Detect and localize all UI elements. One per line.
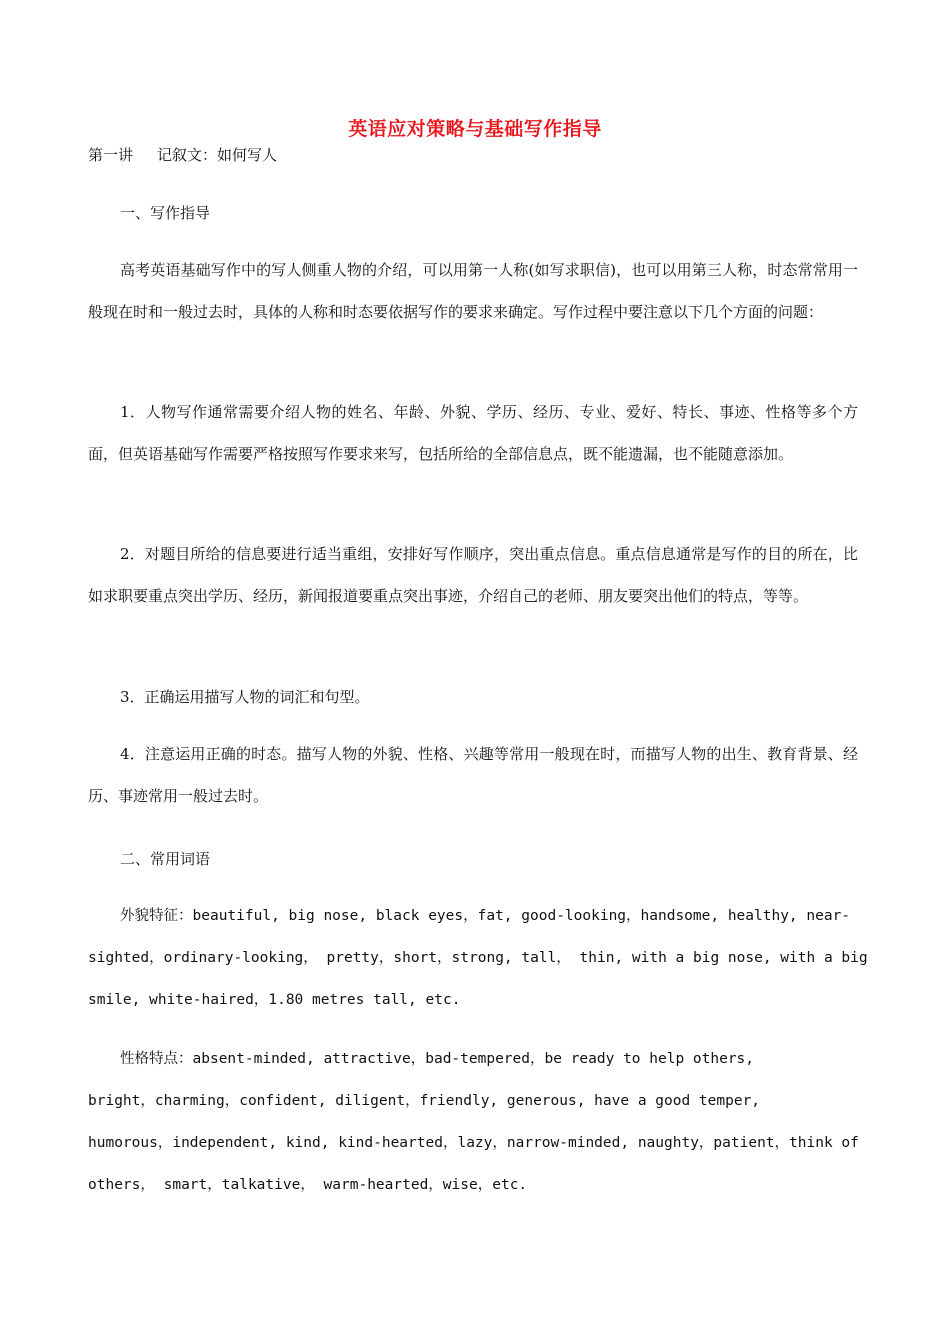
character-line-2: bright，charming，confident, diligent，friendly, generous, have a good temper, [88, 1093, 761, 1109]
guideline-point-3: 3．正确运用描写人物的词汇和句型。 [120, 688, 370, 706]
intro-paragraph: 高考英语基础写作中的写人侧重人物的介绍，可以用第一人称(如写求职信)，也可以用第三人称，时态常常用一般现在时和一般过去时，具体的人称和时态要依据写作的要求来确定。写作过程中要注意以下几个方面的问题： [88, 261, 858, 321]
guideline-point-4: 4．注意运用正确的时态。描写人物的外貌、性格、兴趣等常用一般现在时，而描写人物的出生、教育背景、经历、事迹常用一般过去时。 [88, 745, 858, 805]
character-line-3: humorous，independent, kind, kind-hearted，lazy，narrow-minded, naughty，patient，think of [88, 1135, 859, 1151]
appearance-vocabulary [88, 895, 868, 1021]
section-heading-common-words: 二、常用词语 [120, 850, 211, 868]
appearance-line-3: smile, white-haired，1.80 metres tall, etc. [88, 992, 461, 1008]
character-vocabulary [88, 1038, 858, 1206]
lecture-subtitle [88, 144, 277, 165]
lecture-topic: 记叙文：如何写人 [157, 146, 278, 164]
appearance-line-1: 外貌特征：beautiful, big nose, black eyes，fat, good-looking，handsome, healthy, near- [120, 908, 851, 924]
guideline-point-1: 1．人物写作通常需要介绍人物的姓名、年龄、外貌、学历、经历、专业、爱好、特长、事迹、性格等多个方面，但英语基础写作需要严格按照写作要求来写，包括所给的全部信息点，既不能遗漏，也不能随意添加。 [88, 403, 858, 463]
character-line-4: others， smart，talkative， warm-hearted，wise，etc. [88, 1177, 528, 1193]
guideline-point-2: 2．对题目所给的信息要进行适当重组，安排好写作顺序，突出重点信息。重点信息通常是写作的目的所在，比如求职要重点突出学历、经历，新闻报道要重点突出事迹，介绍自己的老师、朋友要突出他们的特点，等等。 [88, 545, 858, 605]
lecture-number: 第一讲 [88, 146, 134, 164]
character-line-1: 性格特点：absent-minded, attractive，bad-tempered，be ready to help others, [120, 1051, 755, 1067]
section-heading-writing-guide: 一、写作指导 [120, 204, 211, 222]
document-title: 英语应对策略与基础写作指导 [348, 118, 602, 140]
appearance-line-2: sighted，ordinary-looking， pretty，short，strong, tall， thin, with a big nose, with a big [88, 950, 868, 966]
